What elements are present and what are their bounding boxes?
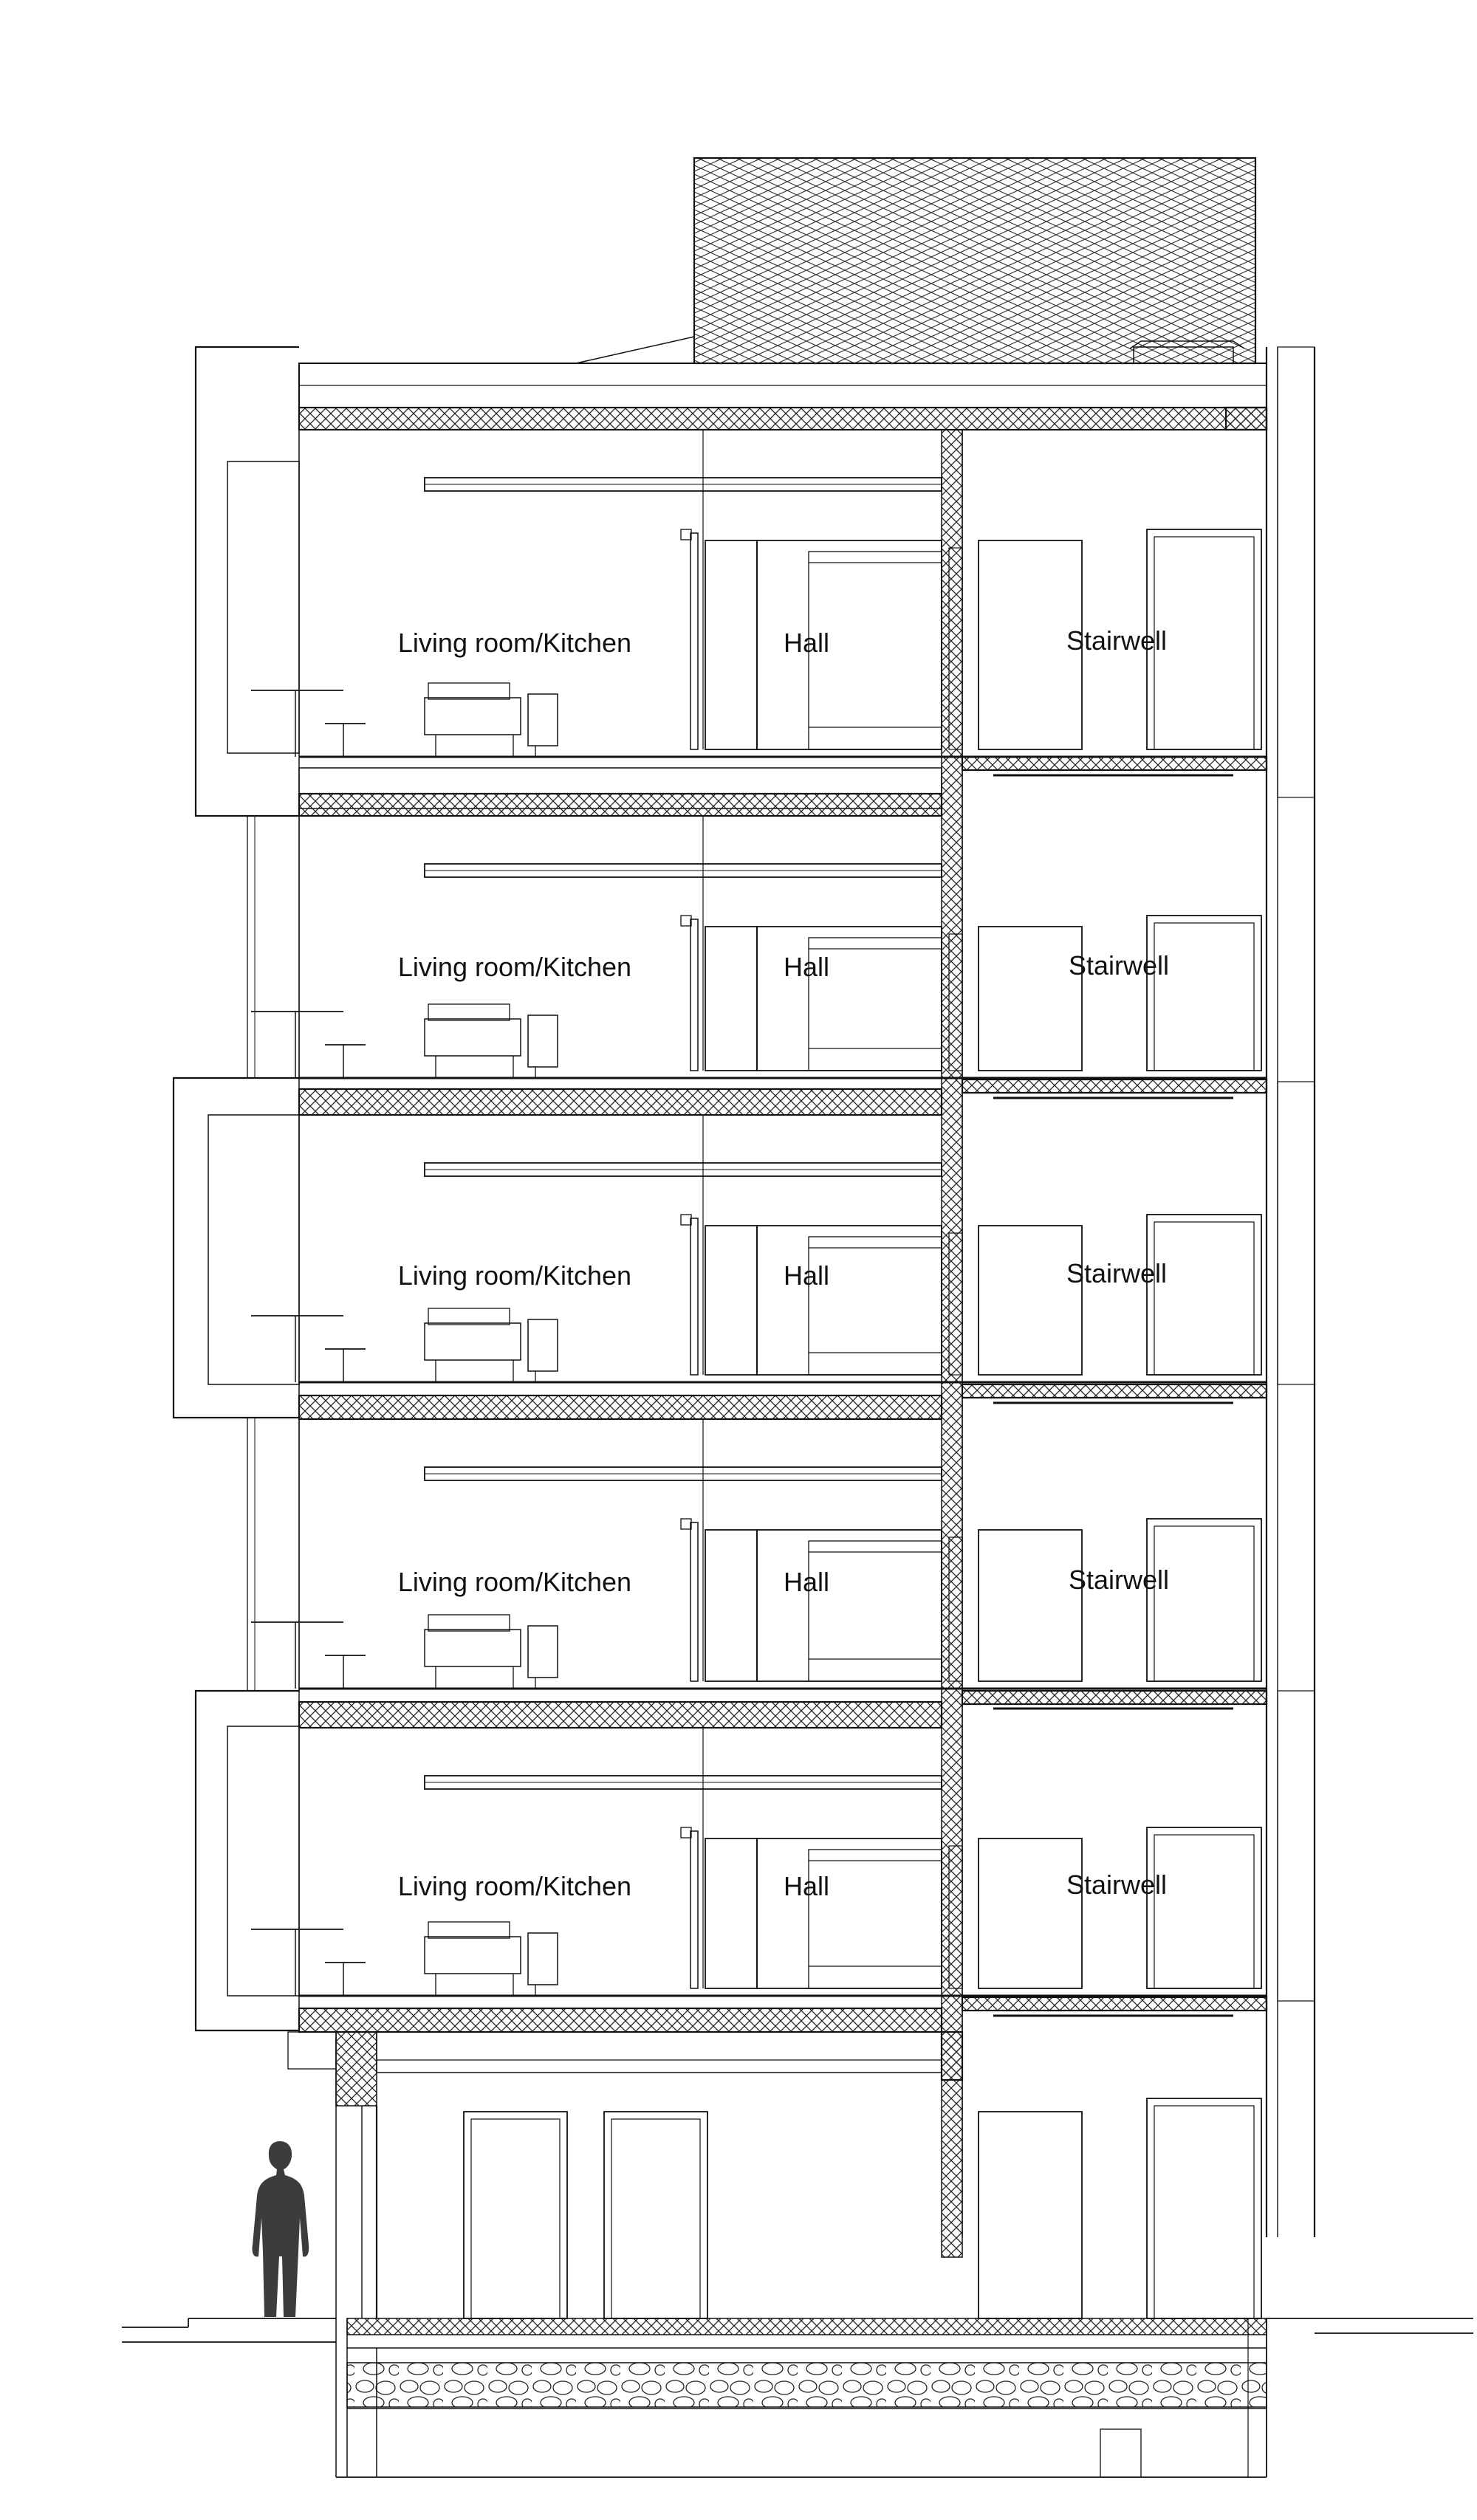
floor-1-stair-door-right-inner xyxy=(1154,537,1254,749)
floor-5-stair-door-left xyxy=(979,1838,1082,1988)
floor-3-living-label: Living room/Kitchen xyxy=(397,1260,632,1291)
floor-2-sofa xyxy=(425,1019,521,1056)
floor-5-stair-door-right-inner xyxy=(1154,1835,1254,1988)
floor-5-partition-wall xyxy=(690,1831,698,1988)
floor-5-cabinet-left xyxy=(705,1838,757,1988)
floor-2-living-label: Living room/Kitchen xyxy=(397,952,632,982)
floor-2-stair-door-right-inner xyxy=(1154,923,1254,1071)
floor-1-partition-cap xyxy=(681,529,691,540)
floor-4-stair-door-right-inner xyxy=(1154,1526,1254,1681)
floor-3-cabinet-left xyxy=(705,1226,757,1375)
floor-1-partition-wall xyxy=(690,533,698,749)
floor-2-stair-door-right xyxy=(1147,916,1261,1071)
floor-4-stair-door-right xyxy=(1147,1519,1261,1681)
floor-5-stair-label: Stairwell xyxy=(1066,1870,1168,1900)
floor-3-stair-door-left xyxy=(979,1226,1082,1375)
floor-4-wardrobe xyxy=(809,1541,942,1681)
floor-4-sofa xyxy=(425,1630,521,1666)
floor-5-side-cabinet xyxy=(528,1933,558,1985)
floor-4-stair-door-left xyxy=(979,1530,1082,1681)
floor-3-stair-door-right xyxy=(1147,1215,1261,1375)
floor-1-hall-label: Hall xyxy=(783,628,830,658)
floor-4-sofa-back xyxy=(428,1615,510,1631)
floor-5-living-label: Living room/Kitchen xyxy=(397,1871,632,1901)
floor-4-cabinet-left xyxy=(705,1530,757,1681)
floor-1-stair-label: Stairwell xyxy=(1066,625,1168,656)
floor-5-hall-label: Hall xyxy=(783,1871,830,1901)
floor-3-stair-door-right-inner xyxy=(1154,1222,1254,1375)
floor-2-partition-wall xyxy=(690,919,698,1071)
floor-1-sofa-back xyxy=(428,683,510,699)
floor-5-partition-cap xyxy=(681,1827,691,1838)
floor-2-side-cabinet xyxy=(528,1015,558,1067)
floor-3-sofa-back xyxy=(428,1308,510,1325)
floor-3-wardrobe xyxy=(809,1237,942,1375)
floor-1-living-label: Living room/Kitchen xyxy=(397,628,632,658)
roof-tiles xyxy=(694,158,1255,363)
floor-2-cabinet-left xyxy=(705,927,757,1071)
floor-2-sofa-back xyxy=(428,1004,510,1020)
floor-2-cabinet-right xyxy=(757,927,942,1071)
floor-4-partition-cap xyxy=(681,1519,691,1529)
floor-3-hall-label: Hall xyxy=(783,1260,830,1291)
floor-2-stair-label: Stairwell xyxy=(1068,950,1170,981)
floor-1-side-cabinet xyxy=(528,694,558,746)
floor-3-stair-label: Stairwell xyxy=(1066,1258,1168,1288)
floor-5-sofa xyxy=(425,1937,521,1974)
floor-5-stair-door-right xyxy=(1147,1827,1261,1988)
floor-4-partition-wall xyxy=(690,1522,698,1681)
floor-4-living-label: Living room/Kitchen xyxy=(397,1567,632,1597)
floor-4-cabinet-right xyxy=(757,1530,942,1681)
floor-2-hall-label: Hall xyxy=(783,952,830,982)
floor-4-stair-label: Stairwell xyxy=(1068,1565,1170,1595)
floor-3-partition-cap xyxy=(681,1215,691,1225)
floor-4-hall-label: Hall xyxy=(783,1567,830,1597)
floor-2-partition-cap xyxy=(681,916,691,926)
floor-3-side-cabinet xyxy=(528,1319,558,1371)
floor-1-cabinet-left xyxy=(705,540,757,749)
floor-3-partition-wall xyxy=(690,1218,698,1375)
floor-2-stair-door-left xyxy=(979,927,1082,1071)
floor-1-sofa xyxy=(425,698,521,735)
floor-3-sofa xyxy=(425,1323,521,1360)
floor-4-side-cabinet xyxy=(528,1626,558,1678)
floor-5-sofa-back xyxy=(428,1922,510,1938)
person-figure-icon xyxy=(252,2141,309,2317)
